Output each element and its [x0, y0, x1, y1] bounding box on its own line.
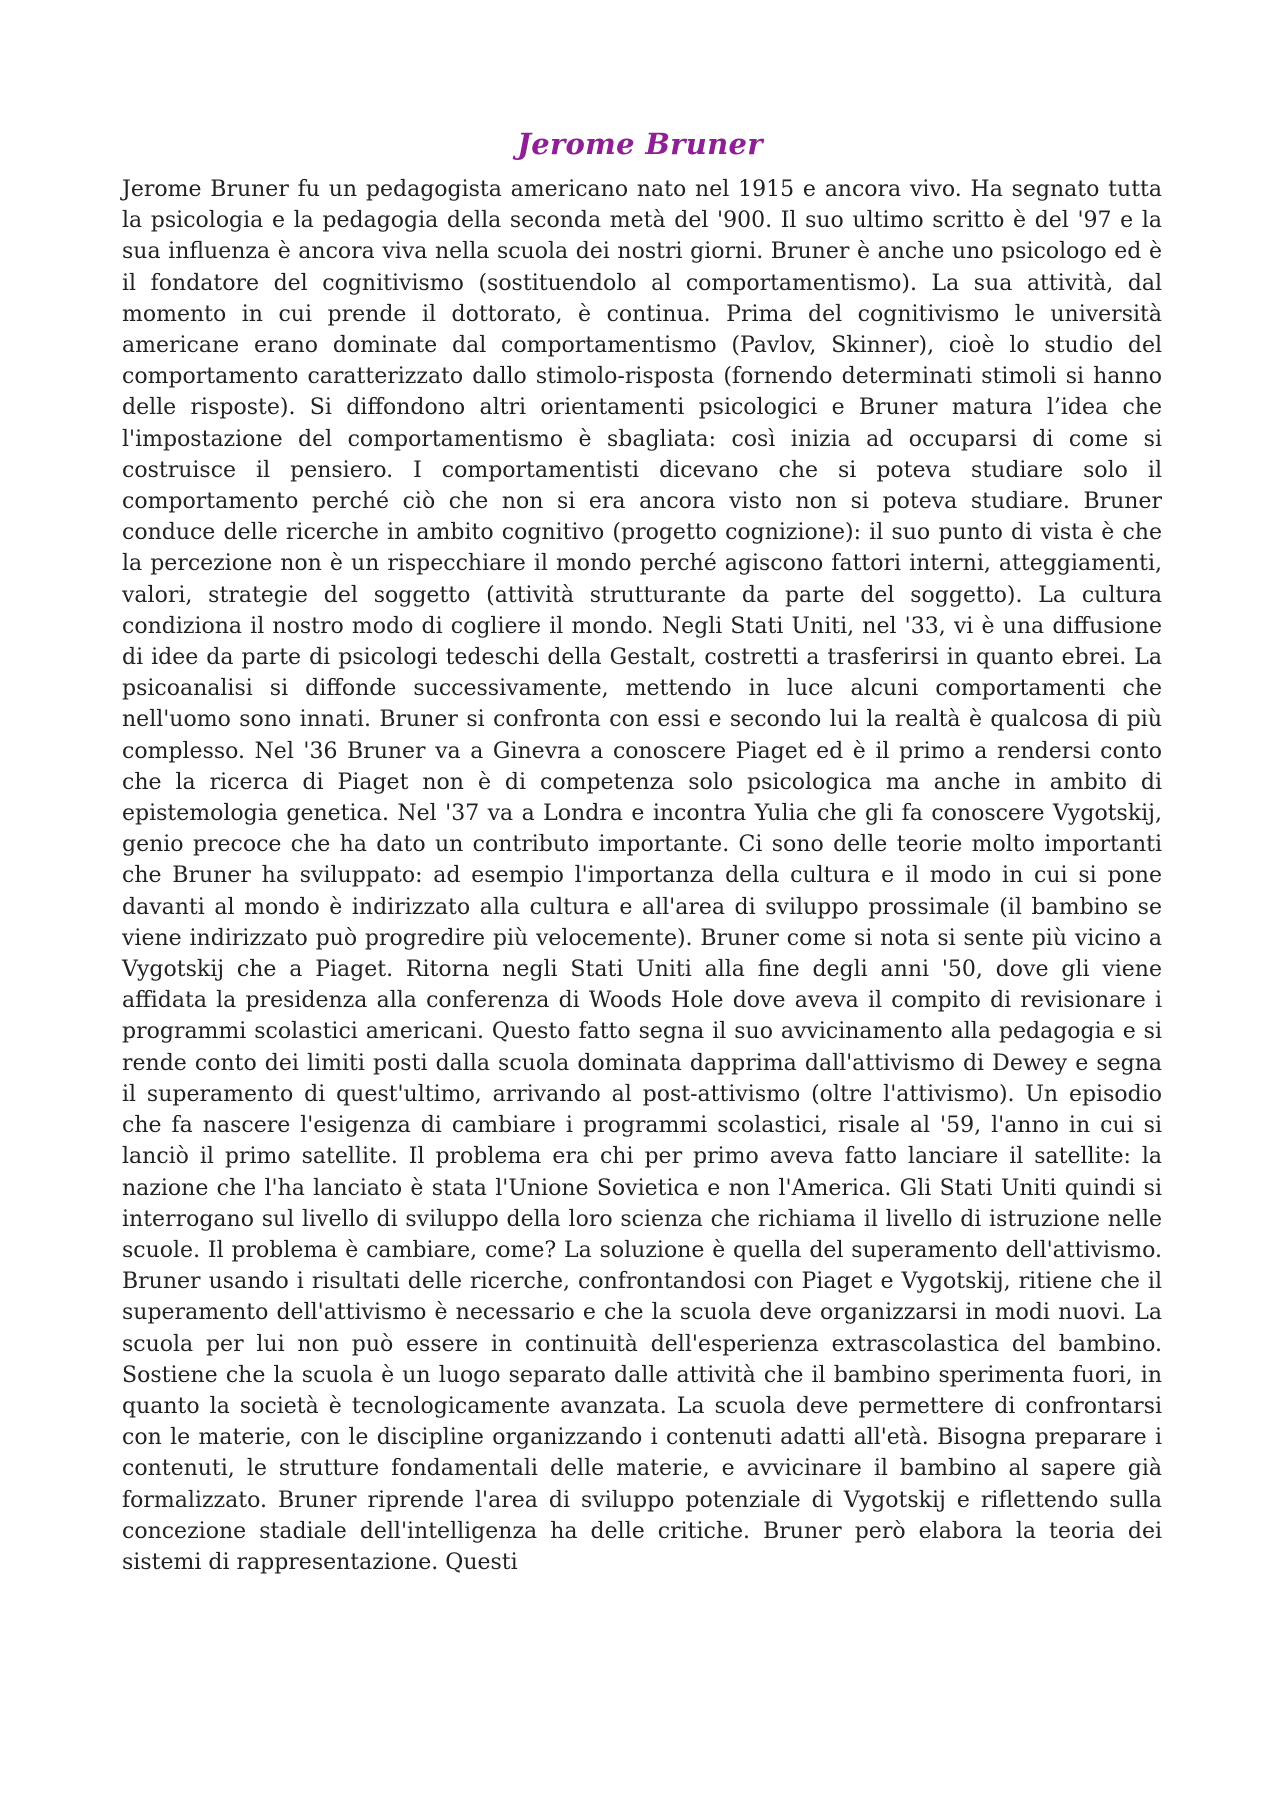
page-title: Jerome Bruner — [517, 127, 763, 162]
body-paragraph: Jerome Bruner fu un pedagogista americano nato nel 1915 e ancora vivo. Ha segnato tutta la psicologia e la pedagogia della seconda metà del '900. Il suo ultimo scritto è del '97 e la sua influenza è ancora viva nella scuola dei nostri giorni. Bruner è anche uno psicologo ed è il fondatore del cognitivismo (sostituendolo al comportamentismo). La sua attività, dal momento in cui prende il dottorato, è continua. Prima del cognitivismo le università americane erano dominate dal comportamentismo (Pavlov, Skinner), cioè lo studio del comportamento caratterizzato dallo stimolo-risposta (fornendo determinati stimoli si hanno delle risposte). Si diffondono altri orientamenti psicologici e Bruner matura l’idea che l'impostazione del comportamentismo è sbagliata: così inizia ad occuparsi di come si costruisce il pensiero. I comportamentisti dicevano che si poteva studiare solo il comportamento perché ciò che non si era ancora visto non si poteva studiare. Bruner conduce delle ricerche in ambito cognitivo (progetto cognizione): il suo punto di vista è che la percezione non è un rispecchiare il mondo perché agiscono fattori interni, atteggiamenti, valori, strategie del soggetto (attività strutturante da parte del soggetto). La cultura condiziona il nostro modo di cogliere il mondo. Negli Stati Uniti, nel '33, vi è una diffusione di idee da parte di psicologi tedeschi della Gestalt, costretti a trasferirsi in quanto ebrei. La psicoanalisi si diffonde successivamente, mettendo in luce alcuni comportamenti che nell'uomo sono innati. Bruner si confronta con essi e secondo lui la realtà è qualcosa di più complesso. Nel '36 Bruner va a Ginevra a conoscere Piaget ed è il primo a rendersi conto che la ricerca di Piaget non è di competenza solo psicologica ma anche in ambito di epistemologia genetica. Nel '37 va a Londra e incontra Yulia che gli fa conoscere Vygotskij, genio precoce che ha dato un contributo importante. Ci sono delle teorie molto importanti che Bruner ha sviluppato: ad esempio l'importanza della cultura e il modo in cui si pone davanti al mondo è indirizzato alla cultura e all'area di sviluppo prossimale (il bambino se viene indirizzato può progredire più velocemente). Bruner come si nota si sente più vicino a Vygotskij che a Piaget. Ritorna negli Stati Uniti alla fine degli anni '50, dove gli viene affidata la presidenza alla conferenza di Woods Hole dove aveva il compito di revisionare i programmi scolastici americani. Questo fatto segna il suo avvicinamento alla pedagogia e si rende conto dei limiti posti dalla scuola dominata dapprima dall'attivismo di Dewey e segna il superamento di quest'ultimo, arrivando al post-attivismo (oltre l'attivismo). Un episodio che fa nascere l'esigenza di cambiare i programmi scolastici, risale al '59, l'anno in cui si lanciò il primo satellite. Il problema era chi per primo aveva fatto lanciare il satellite: la nazione che l'ha lanciato è stata l'Unione Sovietica e non l'America. Gli Stati Uniti quindi si interrogano sul livello di sviluppo della loro scienza che richiama il livello di istruzione nelle scuole. Il problema è cambiare, come? La soluzione è quella del superamento dell'attivismo. Bruner usando i risultati delle ricerche, confrontandosi con Piaget e Vygotskij, ritiene che il superamento dell'attivismo è necessario e che la scuola deve organizzarsi in modi nuovi. La scuola per lui non può essere in continuità dell'esperienza extrascolastica del bambino. Sostiene che la scuola è un luogo separato dalle attività che il bambino sperimenta fuori, in quanto la società è tecnologicamente avanzata. La scuola deve permettere di confrontarsi con le materie, con le discipline organizzando i contenuti adatti all'età. Bisogna preparare i contenuti, le strutture fondamentali delle materie, e avvicinare il bambino al sapere già formalizzato. Bruner riprende l'area di sviluppo potenziale di Vygotskij e riflettendo sulla concezione stadiale dell'intelligenza ha delle critiche. Bruner però elabora la teoria dei sistemi di rappresentazione. Questi — [122, 177, 1162, 1575]
